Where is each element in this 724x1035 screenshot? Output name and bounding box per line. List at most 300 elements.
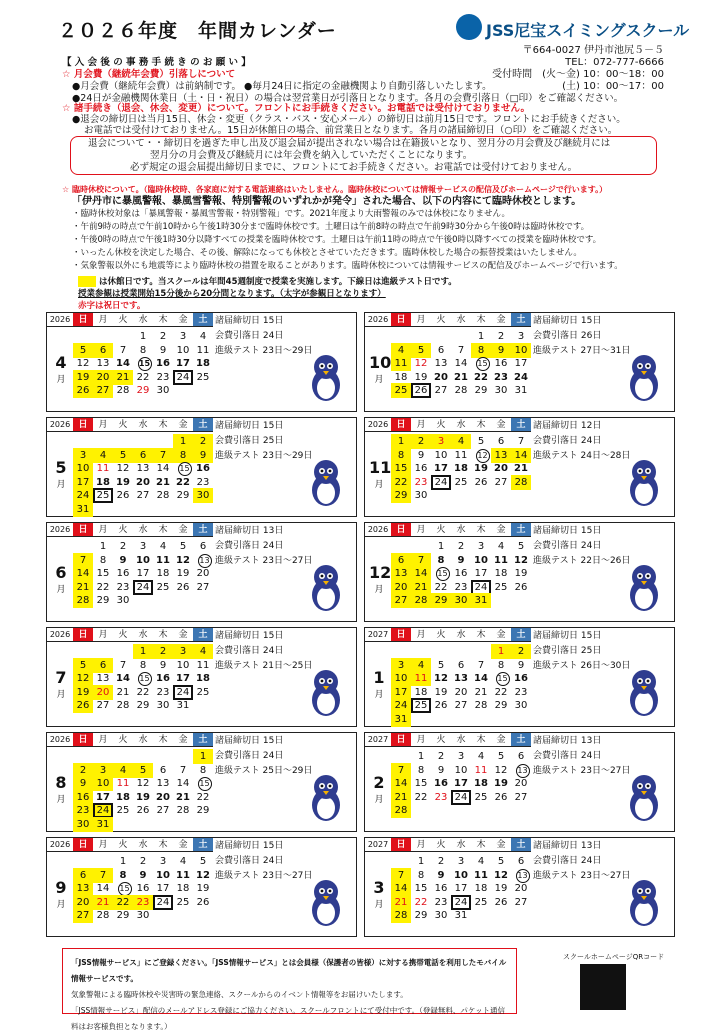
- day-cell: 20: [93, 685, 113, 700]
- day-cell: 22: [434, 581, 448, 593]
- day-cell: 27: [514, 791, 528, 803]
- day-cell: 19: [73, 685, 93, 700]
- footer-line-2: 気象警報による臨時休校や災害時の緊急連絡、スクールからのイベント情報等をお届けいたします。: [71, 990, 408, 999]
- day-cell: 19: [196, 883, 210, 894]
- weekday-label: 月: [416, 315, 426, 325]
- month-label: [369, 353, 392, 385]
- telephone: TEL：072-777-6666: [565, 57, 664, 68]
- day-cell: 28: [156, 490, 170, 501]
- day-cell: 3: [431, 434, 451, 449]
- day-cell: 18: [414, 686, 428, 698]
- day-cell: 30: [136, 910, 150, 921]
- day-cell: 28: [511, 475, 531, 490]
- day-grid: [73, 644, 213, 726]
- day-cell: 26: [116, 490, 130, 501]
- day-cell: 20: [136, 476, 150, 488]
- day-cell: 3: [173, 644, 193, 659]
- weekday-label: 金: [496, 315, 506, 325]
- day-cell: 25: [196, 371, 210, 383]
- weekday-label: 木: [476, 630, 486, 640]
- weekday-label: 月: [98, 735, 108, 745]
- day-cell: 27: [454, 700, 468, 711]
- day-cell: 5: [73, 343, 93, 358]
- day-cell: 9: [437, 869, 445, 881]
- day-cell: 14: [116, 358, 130, 369]
- weekday-label: 日: [391, 418, 411, 431]
- day-cell: 15: [414, 883, 428, 894]
- day-cell: 21: [116, 686, 130, 698]
- month-label: [369, 773, 389, 805]
- day-cell: 25: [93, 488, 113, 503]
- month-calendar-2027-1: [364, 627, 675, 727]
- day-cell: 20: [514, 778, 528, 789]
- day-cell: 5: [179, 541, 187, 552]
- day-cell: 4: [199, 331, 207, 342]
- month-number: 7: [55, 668, 67, 687]
- day-cell: 30: [434, 910, 448, 921]
- day-cell: 10: [454, 869, 468, 881]
- day-cell: 26: [196, 896, 210, 908]
- month-number: 3: [373, 878, 385, 897]
- deadline-circle: 13: [516, 869, 530, 883]
- day-cell: 23: [454, 581, 468, 593]
- day-cell: 25: [391, 383, 411, 398]
- weekday-label: 土: [193, 418, 213, 431]
- month-number: 9: [55, 878, 67, 897]
- day-cell: 8: [119, 869, 127, 881]
- weekday-header: [365, 628, 531, 642]
- month-note: 進級テスト 23日～27日: [215, 556, 313, 566]
- weekday-label: 火: [436, 735, 446, 745]
- weekday-label: 水: [456, 735, 466, 745]
- day-cell: 9: [457, 554, 465, 566]
- weekday-label: 日: [391, 628, 411, 641]
- day-cell: 24: [471, 580, 491, 595]
- closure-rule-3: ・午後0時の時点で午後1時30分以降すべての授業を臨時休校です。土曜日は午前11時の時点で午後0時以降すべての授業を臨時休校です。: [72, 235, 602, 245]
- month-note: 会費引落日 24日: [215, 331, 284, 341]
- day-cell: 14: [511, 448, 531, 463]
- deadline-circle: 15: [198, 777, 212, 791]
- weekday-label: 火: [118, 735, 128, 745]
- day-cell: 11: [391, 356, 411, 371]
- weekday-label: 火: [436, 630, 446, 640]
- day-cell: 24: [173, 685, 193, 700]
- day-cell: 20: [73, 895, 93, 910]
- day-cell: 25: [196, 686, 210, 698]
- weekday-header: [47, 628, 213, 642]
- month-note: 進級テスト 24日～28日: [533, 451, 631, 461]
- weekday-label: 金: [496, 420, 506, 430]
- month-number: 12: [369, 563, 392, 582]
- day-cell: 12: [116, 463, 130, 474]
- day-cell: 11: [494, 554, 508, 566]
- day-cell: 4: [411, 658, 431, 673]
- weekday-label: 水: [456, 315, 466, 325]
- day-cell: 16: [156, 358, 170, 369]
- day-cell: 22: [136, 686, 150, 698]
- weekday-label: 土: [511, 628, 531, 641]
- penguin-mascot-icon: [622, 456, 666, 508]
- month-label: [51, 878, 71, 910]
- month-note: 会費引落日 24日: [215, 751, 284, 761]
- weekday-label: 日: [73, 418, 93, 431]
- month-note: 諸届締切日 15日: [215, 841, 284, 851]
- day-cell: 4: [497, 541, 505, 552]
- day-cell: 26: [474, 476, 488, 488]
- month-number: 6: [55, 563, 67, 582]
- day-cell: 6: [159, 764, 167, 776]
- month-note: 進級テスト 27日～31日: [533, 346, 631, 356]
- day-cell: 6: [497, 436, 505, 447]
- day-cell: 4: [113, 763, 133, 778]
- day-cell: 22: [96, 581, 110, 593]
- day-grid: [73, 749, 213, 831]
- day-cell: 11: [196, 344, 210, 356]
- day-cell: 2: [437, 856, 445, 867]
- weekday-label: 木: [476, 315, 486, 325]
- day-cell: 17: [391, 685, 411, 700]
- day-cell: 28: [411, 593, 431, 608]
- day-cell: 2: [73, 763, 93, 778]
- deadline-circle: 13: [198, 554, 212, 568]
- day-cell: 22: [474, 371, 488, 383]
- day-cell: 18: [474, 883, 488, 894]
- legend-closed: は休館日です。当スクールは年間45週制度で授業を実施します。下線日は進級テスト日です。: [99, 277, 457, 287]
- month-notes: [533, 314, 630, 359]
- day-cell: 29: [474, 385, 488, 396]
- penguin-mascot-icon: [622, 876, 666, 928]
- day-cell: 18: [394, 371, 408, 383]
- weekday-label: 火: [118, 840, 128, 850]
- day-cell: 2: [159, 331, 167, 342]
- day-cell: 24: [93, 803, 113, 818]
- weekday-label: 日: [73, 523, 93, 536]
- day-cell: 30: [451, 593, 471, 608]
- day-cell: 23: [494, 371, 508, 383]
- qr-label: スクールホームページQRコード: [563, 953, 665, 961]
- day-cell: 8: [391, 448, 411, 463]
- day-cell: 25: [116, 805, 130, 816]
- month-calendar-2026-6: [46, 522, 357, 622]
- fee-text-1: ●月会費（継続年会費）は前納制です。 ●毎月24日に指定の金融機関より自動引落しいたします。: [72, 81, 492, 92]
- weekday-label: 金: [496, 735, 506, 745]
- day-cell: 27: [156, 805, 170, 816]
- day-cell: 6: [391, 553, 411, 568]
- month-note: 諸届締切日 15日: [533, 631, 602, 641]
- weekday-label: 土: [511, 838, 531, 851]
- day-cell: 25: [411, 698, 431, 713]
- month-note: 進級テスト 25日～29日: [215, 766, 313, 776]
- day-cell: 12: [494, 764, 508, 776]
- day-cell: 23: [73, 803, 93, 818]
- day-cell: 1: [417, 856, 425, 867]
- weekday-label: 水: [138, 420, 148, 430]
- calendar-year: 2026: [367, 525, 389, 534]
- day-cell: 19: [474, 463, 488, 474]
- day-cell: 19: [514, 568, 528, 579]
- day-cell: 17: [514, 358, 528, 369]
- weekday-label: 木: [476, 840, 486, 850]
- closure-title: ☆ 臨時休校について。（臨時休校時、各家庭に対する電話連絡はいたしません。臨時休校については情報サービスの配信及びホームページで行います。）: [62, 185, 608, 194]
- penguin-mascot-icon: [304, 561, 348, 613]
- month-note: 会費引落日 24日: [533, 541, 602, 551]
- month-note: 会費引落日 24日: [533, 856, 602, 866]
- day-cell: 24: [514, 371, 528, 383]
- day-cell: 28: [116, 700, 130, 711]
- day-cell: 5: [199, 856, 207, 867]
- day-cell: 31: [73, 502, 93, 517]
- day-cell: 8: [497, 659, 505, 671]
- day-cell: 5: [477, 436, 485, 447]
- day-cell: 17: [474, 568, 488, 579]
- month-note: 会費引落日 24日: [533, 751, 602, 761]
- day-cell: 9: [159, 659, 167, 671]
- day-cell: 29: [136, 385, 150, 396]
- day-cell: 27: [494, 476, 508, 488]
- calendar-year: 2026: [49, 420, 71, 429]
- day-cell: 27: [514, 896, 528, 908]
- day-cell: 27: [96, 700, 110, 711]
- weekday-label: 木: [158, 735, 168, 745]
- day-cell: 28: [391, 908, 411, 923]
- month-suffix: 月: [374, 585, 384, 595]
- weekday-label: 木: [158, 840, 168, 850]
- weekday-label: 金: [178, 315, 188, 325]
- day-cell: 9: [417, 449, 425, 461]
- day-cell: 9: [517, 659, 525, 671]
- day-cell: 27: [434, 385, 448, 396]
- fee-title: ☆ 月会費（継続年会費）引落しについて: [62, 69, 236, 80]
- weekday-label: 土: [511, 418, 531, 431]
- month-calendar-2026-4: [46, 312, 357, 412]
- closure-rule-4: ・いったん休校を決定した場合、その後、解除になっても休校とさせていただきます。臨時休校した場合の振替授業はいたしません。: [72, 248, 582, 258]
- month-number: 10: [369, 353, 392, 372]
- day-cell: 12: [136, 778, 150, 789]
- day-cell: 26: [494, 791, 508, 803]
- procedure-text-1: ●退会の締切日は当月15日、休会・変更（クラス・バス・安心メール）の締切日は前月15日です。フロントにお手続きください。: [72, 114, 626, 125]
- day-cell: 14: [116, 673, 130, 684]
- day-cell: 28: [73, 593, 93, 608]
- day-cell: 2: [497, 331, 505, 342]
- month-label: [369, 668, 389, 700]
- weekday-label: 月: [98, 840, 108, 850]
- day-cell: 30: [116, 595, 130, 606]
- day-cell: 18: [196, 358, 210, 369]
- day-cell: 8: [437, 554, 445, 566]
- month-note: 諸届締切日 15日: [215, 631, 284, 641]
- day-cell: 29: [494, 700, 508, 711]
- day-cell: 4: [451, 434, 471, 449]
- day-grid: [391, 539, 531, 621]
- day-cell: 17: [156, 883, 170, 894]
- day-cell: 28: [454, 385, 468, 396]
- day-cell: 9: [491, 343, 511, 358]
- day-cell: 16: [514, 673, 528, 684]
- day-cell: 7: [457, 344, 465, 356]
- month-label: [369, 458, 392, 490]
- month-number: 11: [369, 458, 392, 477]
- day-cell: 2: [139, 856, 147, 867]
- hours-saturday: (土) 10：00～17：00: [562, 81, 664, 92]
- month-suffix: 月: [56, 375, 66, 385]
- day-cell: 8: [139, 344, 147, 356]
- day-cell: 1: [193, 749, 213, 764]
- weekday-label: 月: [416, 630, 426, 640]
- day-cell: 15: [414, 778, 428, 789]
- day-cell: 14: [454, 358, 468, 369]
- day-cell: 11: [156, 554, 170, 566]
- weekday-label: 水: [138, 630, 148, 640]
- day-cell: 4: [193, 644, 213, 659]
- day-cell: 30: [156, 385, 170, 396]
- day-cell: 6: [517, 856, 525, 867]
- month-suffix: 月: [56, 795, 66, 805]
- month-note: 会費引落日 24日: [215, 646, 284, 656]
- day-cell: 17: [454, 778, 468, 789]
- weekday-header: [47, 838, 213, 852]
- day-cell: 23: [196, 476, 210, 488]
- month-calendar-2026-11: [364, 417, 675, 517]
- calendar-year: 2026: [49, 315, 71, 324]
- day-cell: 7: [391, 868, 411, 883]
- weekday-label: 水: [456, 630, 466, 640]
- qr-code-icon[interactable]: [580, 964, 626, 1010]
- day-cell: 17: [454, 883, 468, 894]
- month-note: 進級テスト 26日～30日: [533, 661, 631, 671]
- penguin-mascot-icon: [304, 771, 348, 823]
- month-suffix: 月: [56, 690, 66, 700]
- day-cell: 25: [474, 791, 488, 803]
- day-cell: 26: [176, 581, 190, 593]
- day-cell: 23: [434, 791, 448, 803]
- weekday-label: 土: [193, 628, 213, 641]
- day-cell: 19: [494, 883, 508, 894]
- month-notes: [215, 734, 312, 779]
- day-cell: 14: [474, 673, 488, 684]
- day-cell: 17: [434, 463, 448, 474]
- weekday-label: 火: [436, 420, 446, 430]
- day-cell: 22: [176, 476, 190, 488]
- day-cell: 3: [457, 751, 465, 762]
- day-cell: 13: [491, 448, 511, 463]
- day-cell: 31: [176, 700, 190, 711]
- day-cell: 28: [116, 385, 130, 396]
- month-number: 8: [55, 773, 67, 792]
- day-cell: 1: [477, 331, 485, 342]
- month-label: [369, 563, 392, 595]
- day-cell: 20: [454, 686, 468, 698]
- day-cell: 29: [391, 488, 411, 503]
- month-note: 進級テスト 23日～27日: [215, 871, 313, 881]
- weekday-label: 土: [193, 523, 213, 536]
- day-cell: 12: [434, 673, 448, 684]
- month-notes: [533, 839, 630, 884]
- weekday-label: 水: [456, 525, 466, 535]
- day-cell: 11: [474, 869, 488, 881]
- day-cell: 23: [514, 686, 528, 698]
- day-cell: 24: [451, 895, 471, 910]
- day-cell: 13: [454, 673, 468, 684]
- day-cell: 15: [96, 568, 110, 579]
- day-cell: 17: [136, 568, 150, 579]
- day-cell: 30: [193, 488, 213, 503]
- day-cell: 29: [136, 700, 150, 711]
- weekday-label: 日: [73, 733, 93, 746]
- month-note: 進級テスト 21日～25日: [215, 661, 313, 671]
- month-note: 諸届締切日 13日: [533, 841, 602, 851]
- day-cell: 6: [199, 541, 207, 552]
- day-cell: 16: [414, 463, 428, 474]
- day-cell: 24: [431, 475, 451, 490]
- weekday-label: 木: [476, 735, 486, 745]
- day-cell: 15: [391, 461, 411, 476]
- day-cell: 19: [176, 568, 190, 579]
- day-cell: 27: [196, 581, 210, 593]
- day-cell: 14: [391, 776, 411, 791]
- day-cell: 5: [497, 856, 505, 867]
- day-cell: 16: [73, 790, 93, 805]
- day-cell: 20: [196, 568, 210, 579]
- day-cell: 11: [454, 449, 468, 461]
- day-cell: 8: [173, 448, 193, 463]
- weekday-label: 火: [436, 525, 446, 535]
- weekday-header: [365, 313, 531, 327]
- weekday-label: 月: [416, 840, 426, 850]
- weekday-label: 木: [158, 420, 168, 430]
- month-calendar-2027-3: [364, 837, 675, 937]
- day-cell: 19: [414, 371, 428, 383]
- day-cell: 14: [176, 778, 190, 789]
- weekday-label: 土: [193, 733, 213, 746]
- day-cell: 4: [391, 343, 411, 358]
- day-cell: 26: [73, 698, 93, 713]
- weekday-label: 金: [496, 840, 506, 850]
- month-note: 進級テスト 23日～27日: [533, 766, 631, 776]
- day-cell: 26: [73, 383, 93, 398]
- calendar-year: 2026: [367, 315, 389, 324]
- day-cell: 12: [414, 358, 428, 369]
- weekday-label: 水: [138, 315, 148, 325]
- day-cell: 22: [113, 895, 133, 910]
- day-cell: 31: [391, 712, 411, 727]
- month-suffix: 月: [374, 690, 384, 700]
- month-note: 諸届締切日 13日: [533, 736, 602, 746]
- month-calendar-2026-12: [364, 522, 675, 622]
- day-cell: 4: [477, 751, 485, 762]
- weekday-label: 日: [73, 628, 93, 641]
- weekday-label: 金: [178, 525, 188, 535]
- day-cell: 8: [199, 764, 207, 776]
- month-notes: [215, 314, 312, 359]
- day-cell: 29: [96, 595, 110, 606]
- day-cell: 6: [93, 658, 113, 673]
- day-cell: 7: [93, 868, 113, 883]
- day-cell: 29: [196, 805, 210, 816]
- day-cell: 26: [136, 805, 150, 816]
- day-cell: 29: [116, 910, 130, 921]
- weekday-label: 木: [158, 630, 168, 640]
- page-title: ２０２６年度 年間カレンダー: [58, 20, 337, 42]
- day-cell: 18: [196, 673, 210, 684]
- day-cell: 1: [139, 331, 147, 342]
- school-logo-icon: [456, 14, 482, 40]
- day-cell: 11: [116, 778, 130, 789]
- month-note: 諸届締切日 13日: [215, 526, 284, 536]
- calendar-year: 2027: [367, 630, 389, 639]
- day-cell: 8: [99, 554, 107, 566]
- day-cell: 3: [517, 331, 525, 342]
- month-note: 諸届締切日 15日: [215, 316, 284, 326]
